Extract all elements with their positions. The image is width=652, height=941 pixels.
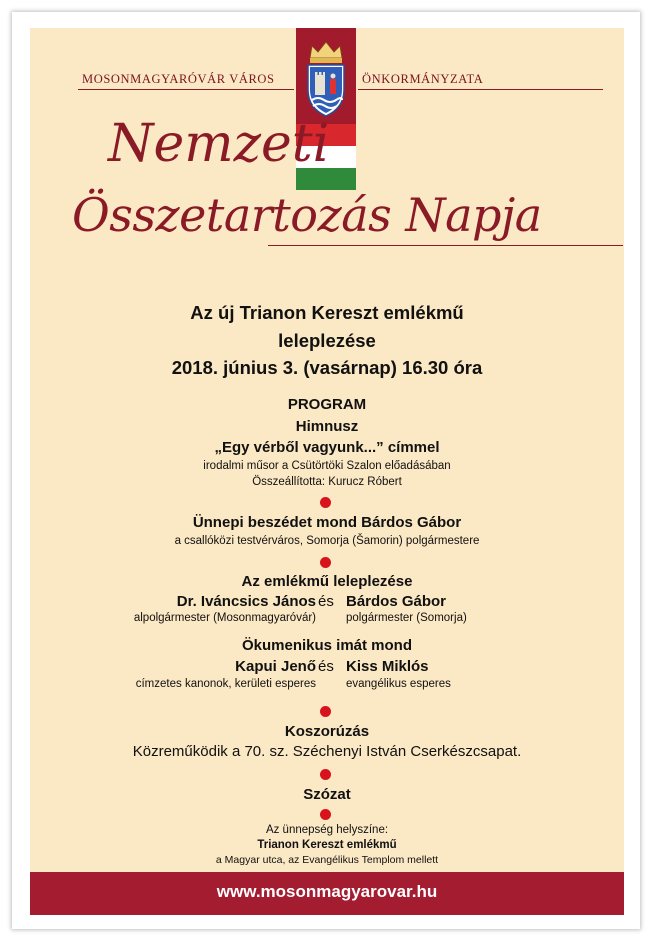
unveil-right-name: Bárdos Gábor bbox=[346, 593, 447, 610]
event-poster bbox=[30, 28, 624, 915]
program-unveiling: Az emlékmű leleplezése bbox=[241, 573, 413, 590]
program-szozat: Szózat bbox=[303, 786, 351, 803]
footer-bar bbox=[30, 872, 624, 915]
prayer-left-name: Kapui Jenő bbox=[235, 658, 316, 675]
header-government: ÖNKORMÁNYZATA bbox=[362, 72, 484, 86]
program-compiled-by: Összeállította: Kurucz Róbert bbox=[252, 476, 402, 488]
header-rule-right bbox=[358, 89, 603, 90]
venue-name: Trianon Kereszt emlékmű bbox=[257, 839, 397, 851]
program-speech-desc: a csallóközi testvérváros, Somorja (Šamorin) polgármestere bbox=[174, 535, 480, 547]
header-city: MOSONMAGYARÓVÁR VÁROS bbox=[82, 72, 275, 86]
prayer-right-name: Kiss Miklós bbox=[346, 658, 429, 675]
program-wreath-desc: Közreműködik a 70. sz. Széchenyi István Cserkészcsapat. bbox=[132, 743, 522, 760]
program-prayer: Ökumenikus imát mond bbox=[241, 637, 413, 654]
venue-address: a Magyar utca, az Evangélikus Templom mellett bbox=[215, 854, 439, 866]
prayer-left-role: címzetes kanonok, kerületi esperes bbox=[135, 678, 316, 690]
footer-website-link[interactable]: www.mosonmagyarovar.hu bbox=[216, 882, 438, 901]
program-wreath: Koszorúzás bbox=[284, 723, 370, 740]
title-underline bbox=[268, 245, 623, 246]
headline-line-3: 2018. június 3. (vasárnap) 16.30 óra bbox=[171, 357, 483, 378]
headline-line-2: leleplezése bbox=[278, 330, 376, 351]
title-line-1: Nemzeti bbox=[108, 114, 330, 174]
program-performance-desc: irodalmi műsor a Csütörtöki Szalon előadásában bbox=[203, 460, 451, 472]
separator-dot bbox=[320, 557, 331, 568]
crest-band bbox=[296, 28, 356, 124]
unveil-left-role: alpolgármester (Mosonmagyaróvár) bbox=[133, 612, 316, 624]
prayer-and: és bbox=[318, 658, 334, 675]
prayer-right-role: evangélikus esperes bbox=[346, 678, 451, 690]
program-himnusz: Himnusz bbox=[295, 418, 359, 435]
separator-dot bbox=[320, 809, 331, 820]
program-heading: PROGRAM bbox=[287, 396, 367, 413]
header-rule-left bbox=[78, 89, 294, 90]
program-speech: Ünnepi beszédet mond Bárdos Gábor bbox=[192, 514, 462, 531]
separator-dot bbox=[320, 497, 331, 508]
unveil-right-role: polgármester (Somorja) bbox=[346, 612, 467, 624]
program-performance-title: „Egy vérből vagyunk...” címmel bbox=[214, 439, 440, 456]
unveil-and: és bbox=[318, 593, 334, 610]
separator-dot bbox=[320, 769, 331, 780]
title-line-2: Összetartozás Napja bbox=[72, 188, 542, 242]
headline-line-1: Az új Trianon Kereszt emlékmű bbox=[190, 302, 464, 323]
separator-dot bbox=[320, 706, 331, 717]
unveil-left-name: Dr. Iváncsics János bbox=[176, 593, 316, 610]
city-coat-of-arms-icon bbox=[296, 28, 356, 124]
venue-label: Az ünnepség helyszíne: bbox=[265, 824, 389, 836]
